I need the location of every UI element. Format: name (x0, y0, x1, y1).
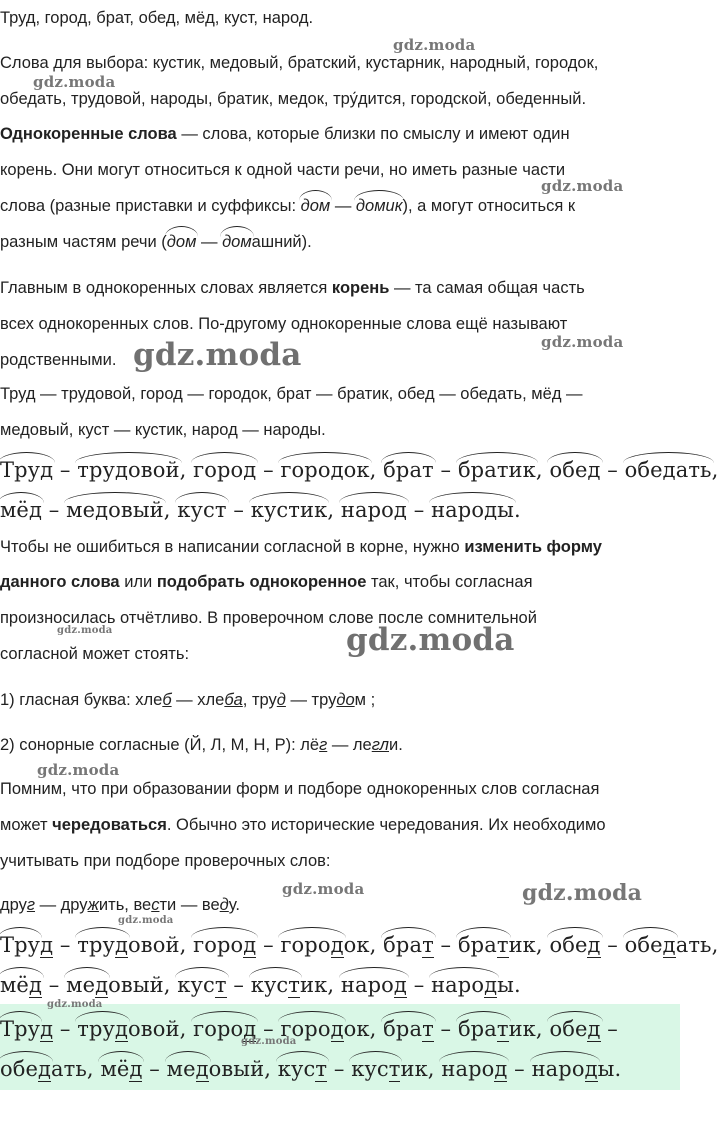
definition-line: Однокоренные слова — слова, которые близки по смыслу и имеют один (0, 125, 570, 143)
text-line: Труд, город, брат, обед, мёд, куст, народ. (0, 9, 314, 27)
text-line: обедать, трудовой, народы, братик, медок, тру́дится, городской, обеденный. (0, 90, 587, 108)
text-line: корень. Они могут относиться к одной части речи, но иметь разные части (0, 161, 566, 179)
root-mark: дом (301, 188, 331, 224)
text-line: Слова для выбора: кустик, медовый, братский, кустарник, народный, городок, (0, 54, 599, 72)
watermark: gdz.moda (393, 36, 476, 54)
text-line: слова (разные приставки и суффиксы: дом — домик), а могут относиться к (0, 188, 676, 224)
handwritten-answer-line: мёд – медовый, куст – кустик, народ – народы. (0, 490, 680, 530)
text-line: произносилась отчётливо. В проверочном слове после сомнительной (0, 609, 537, 627)
root-mark: дом (167, 224, 197, 260)
watermark: gdz.moda (346, 622, 515, 658)
text-line: может чередоваться. Обычно это исторические чередования. Их необходимо (0, 816, 606, 834)
watermark: gdz.moda (541, 177, 624, 195)
text-line: друг — дружить, вести — веду. (0, 896, 240, 914)
text-line: учитывать при подборе проверочных слов: (0, 852, 331, 870)
text-line: разным частям речи (дом — домашний). (0, 224, 676, 260)
text-line: Помним, что при образовании форм и подборе однокоренных слов согласная (0, 780, 600, 798)
handwritten-answer-line: Труд – трудовой, город – городок, брат – братик, обед – обедать, (0, 450, 680, 490)
watermark: gdz.moda (522, 880, 643, 906)
text-line: 2) сонорные согласные (Й, Л, М, Н, Р): лёг — легли. (0, 736, 403, 754)
text-line: родственными. (0, 351, 117, 369)
watermark: gdz.moda (47, 999, 103, 1010)
watermark: gdz.moda (133, 337, 302, 373)
root-mark: домик (356, 188, 403, 224)
watermark: gdz.moda (37, 761, 120, 779)
handwritten-answer-line: мёд – медовый, куст – кустик, народ – народы. (0, 965, 680, 1005)
text-line: 1) гласная буква: хлеб — хлеба, труд — трудом ; (0, 691, 376, 709)
text-line: всех однокоренных слов. По-другому однокоренные слова ещё называют (0, 315, 568, 333)
watermark: gdz.moda (541, 333, 624, 351)
watermark: gdz.moda (282, 880, 365, 898)
handwritten-answer-line: Труд – трудовой, город – городок, брат – братик, обед – (0, 1009, 680, 1049)
root-mark: дом (222, 224, 252, 260)
text-line: Чтобы не ошибиться в написании согласной в корне, нужно изменить форму (0, 538, 602, 556)
handwritten-answer-line: обедать, мёд – медовый, куст – кустик, народ – народы. (0, 1049, 680, 1089)
watermark: gdz.moda (241, 1036, 297, 1047)
handwritten-answer-line: Труд – трудовой, город – городок, брат – братик, обед – обедать, (0, 925, 680, 965)
watermark: gdz.moda (57, 625, 113, 636)
text-line: Главным в однокоренных словах является корень — та самая общая часть (0, 279, 585, 297)
text-line: данного слова или подобрать однокоренное так, чтобы согласная (0, 573, 533, 591)
term: Однокоренные слова (0, 125, 177, 143)
watermark: gdz.moda (33, 73, 116, 91)
text-line: медовый, куст — кустик, народ — народы. (0, 421, 326, 439)
watermark: gdz.moda (118, 915, 174, 926)
text-line: Труд — трудовой, город — городок, брат — братик, обед — обедать, мёд — (0, 385, 583, 403)
text-line: согласной может стоять: (0, 645, 190, 663)
